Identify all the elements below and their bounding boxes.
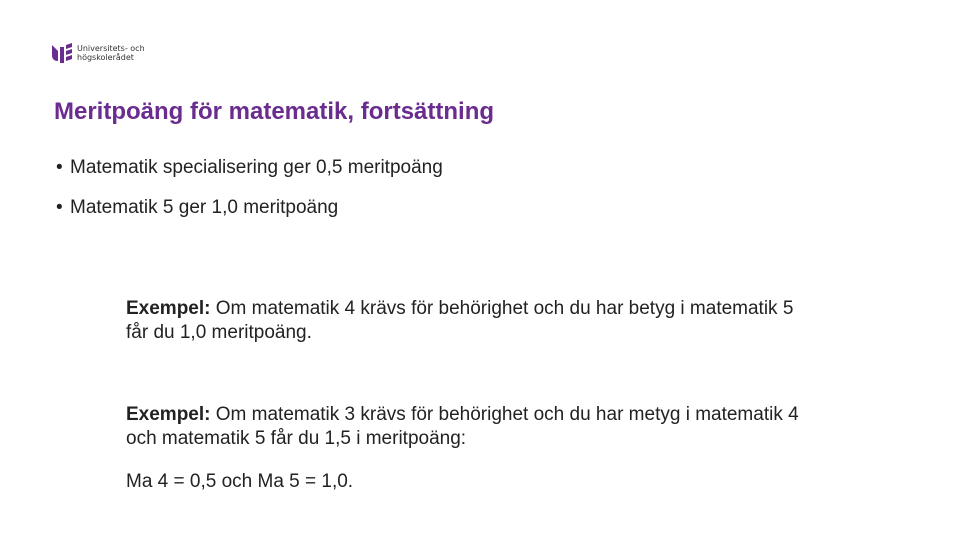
example-label: Exempel: bbox=[126, 404, 211, 425]
bullet-marker: • bbox=[56, 197, 63, 218]
formula-text: Ma 4 = 0,5 och Ma 5 = 1,0. bbox=[126, 471, 354, 492]
example-label: Exempel: bbox=[126, 298, 211, 319]
logo-line-1: Universitets- och bbox=[77, 44, 145, 53]
bullet-text: Matematik specialisering ger 0,5 meritpoäng bbox=[70, 157, 443, 178]
uhr-logo bbox=[50, 40, 145, 66]
example-text: Om matematik 4 krävs för behörighet och du har betyg i matematik 5 får du 1,0 meritpoäng. bbox=[126, 298, 794, 343]
example-text: Om matematik 3 krävs för behörighet och du har metyg i matematik 4 och matematik 5 får du 1,5 i meritpoäng: bbox=[126, 404, 799, 449]
bullet-marker: • bbox=[56, 157, 63, 178]
bullet-item bbox=[56, 196, 443, 220]
bullet-text: Matematik 5 ger 1,0 meritpoäng bbox=[70, 197, 339, 218]
uhr-logo-icon bbox=[50, 41, 74, 65]
logo-line-2: högskolerådet bbox=[77, 53, 134, 62]
example-paragraph-2 bbox=[126, 403, 806, 451]
slide-title: Meritpoäng för matematik, fortsättning bbox=[54, 98, 495, 125]
uhr-logo-text bbox=[77, 44, 145, 62]
bullet-item bbox=[56, 156, 443, 180]
bullet-list bbox=[56, 156, 443, 236]
example-paragraph-1 bbox=[126, 297, 806, 345]
